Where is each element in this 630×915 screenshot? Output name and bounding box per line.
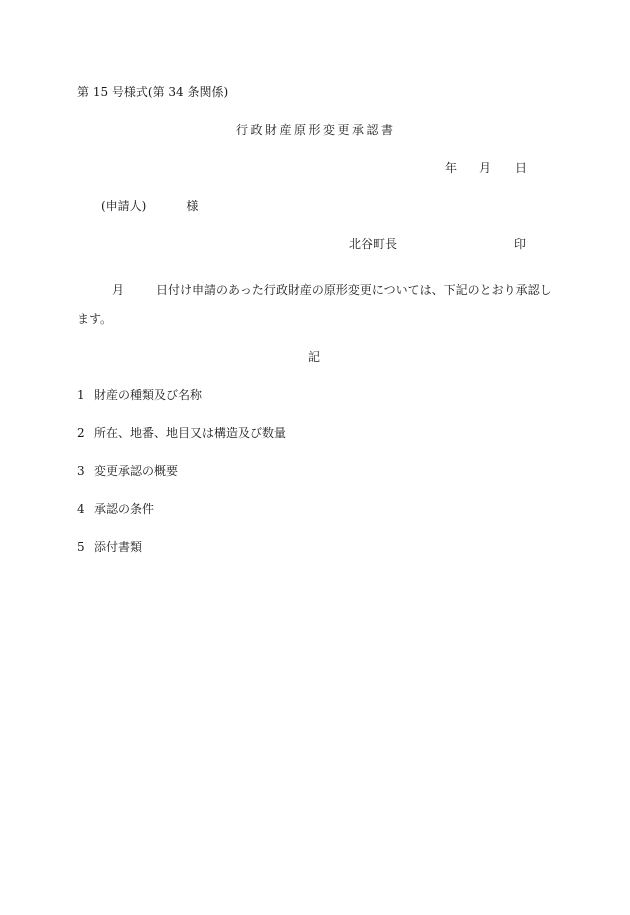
date-day-label: 日 xyxy=(515,161,528,175)
item-label: 変更承認の概要 xyxy=(94,464,179,478)
item-label: 財産の種類及び名称 xyxy=(94,388,203,402)
form-number: 第 15 号様式(第 34 条関係) xyxy=(77,85,229,99)
seal-mark: 印 xyxy=(514,237,527,251)
document-title: 行政財産原形変更承認書 xyxy=(236,123,396,137)
applicant-honorific: 様 xyxy=(186,199,199,213)
item-number: 1 xyxy=(77,388,85,402)
item-number: 5 xyxy=(77,540,85,554)
item-number: 4 xyxy=(77,502,85,516)
item-number: 3 xyxy=(77,464,85,478)
item-number: 2 xyxy=(77,426,85,440)
item-label: 所在、地番、地目又は構造及び数量 xyxy=(94,426,287,440)
body-month-label: 月 xyxy=(112,283,125,297)
date-month-label: 月 xyxy=(479,161,492,175)
item-label: 添付書類 xyxy=(94,540,143,554)
date-year-label: 年 xyxy=(445,161,458,175)
item-label: 承認の条件 xyxy=(94,502,155,516)
list-item xyxy=(77,539,142,555)
applicant-line xyxy=(101,198,198,214)
list-item xyxy=(77,501,154,517)
list-item xyxy=(77,425,286,441)
body-sentence: 日付け申請のあった行政財産の原形変更については、下記のとおり承認します。 xyxy=(77,283,552,326)
date-line xyxy=(445,160,527,176)
list-item xyxy=(77,387,202,403)
applicant-label: (申請人) xyxy=(101,199,147,213)
issuer-name: 北谷町長 xyxy=(349,237,398,251)
approval-body-text xyxy=(77,276,555,334)
list-item xyxy=(77,463,178,479)
notation-heading: 記 xyxy=(308,350,321,364)
